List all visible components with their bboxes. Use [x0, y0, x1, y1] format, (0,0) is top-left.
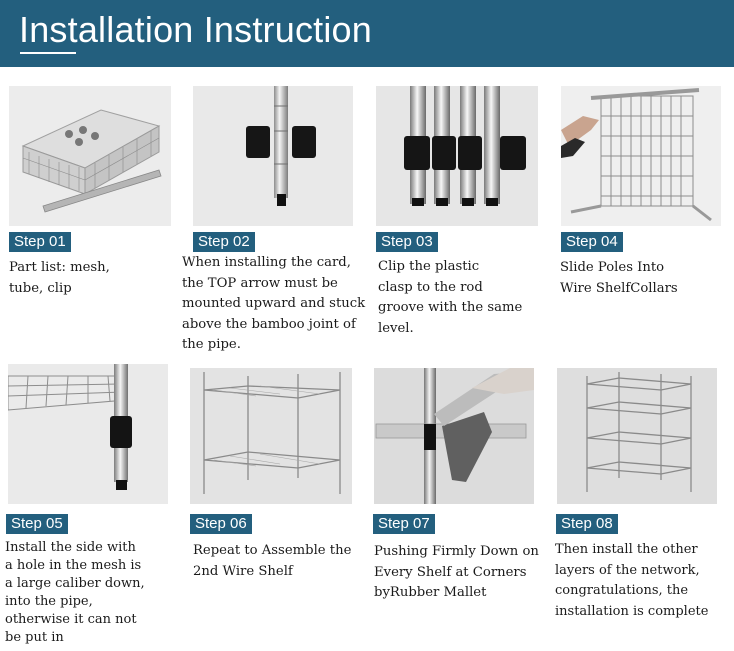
- step-02-photo: [193, 86, 353, 226]
- step-02-badge: Step 02: [193, 232, 255, 252]
- step-01-description: Part list: mesh, tube, clip: [9, 260, 110, 296]
- step-07-photo: [374, 368, 534, 504]
- step-04-photo: [561, 86, 721, 226]
- page-title: Installation Instruction: [19, 9, 372, 50]
- step-06-description: Repeat to Assemble the 2nd Wire Shelf: [193, 543, 352, 579]
- step-05-photo: [8, 364, 168, 504]
- step-07-badge: Step 07: [373, 514, 435, 534]
- title-underline: [20, 52, 76, 54]
- step-07-description: Pushing Firmly Down on Every Shelf at Corners byRubber Mallet: [374, 544, 539, 600]
- header-banner: [0, 0, 734, 67]
- step-04-description: Slide Poles Into Wire ShelfCollars: [560, 260, 678, 296]
- step-08-badge: Step 08: [556, 514, 618, 534]
- step-04-badge: Step 04: [561, 232, 623, 252]
- step-05-badge: Step 05: [6, 514, 68, 534]
- step-03-badge: Step 03: [376, 232, 438, 252]
- step-06-photo: [190, 368, 352, 504]
- step-05-description: Install the side with a hole in the mesh is a large caliber down, into the pipe, otherwise it can not be put in: [5, 540, 145, 645]
- step-08-photo: [557, 368, 717, 504]
- step-01-photo: [9, 86, 171, 226]
- step-01-badge: Step 01: [9, 232, 71, 252]
- step-03-description: Clip the plastic clasp to the rod groove with the same level.: [378, 259, 523, 336]
- step-03-photo: [376, 86, 538, 226]
- step-02-description: When installing the card, the TOP arrow must be mounted upward and stuck above the bamboo joint of the pipe.: [182, 255, 366, 352]
- step-06-badge: Step 06: [190, 514, 252, 534]
- step-08-description: Then install the other layers of the network, congratulations, the installation is complete: [555, 542, 709, 619]
